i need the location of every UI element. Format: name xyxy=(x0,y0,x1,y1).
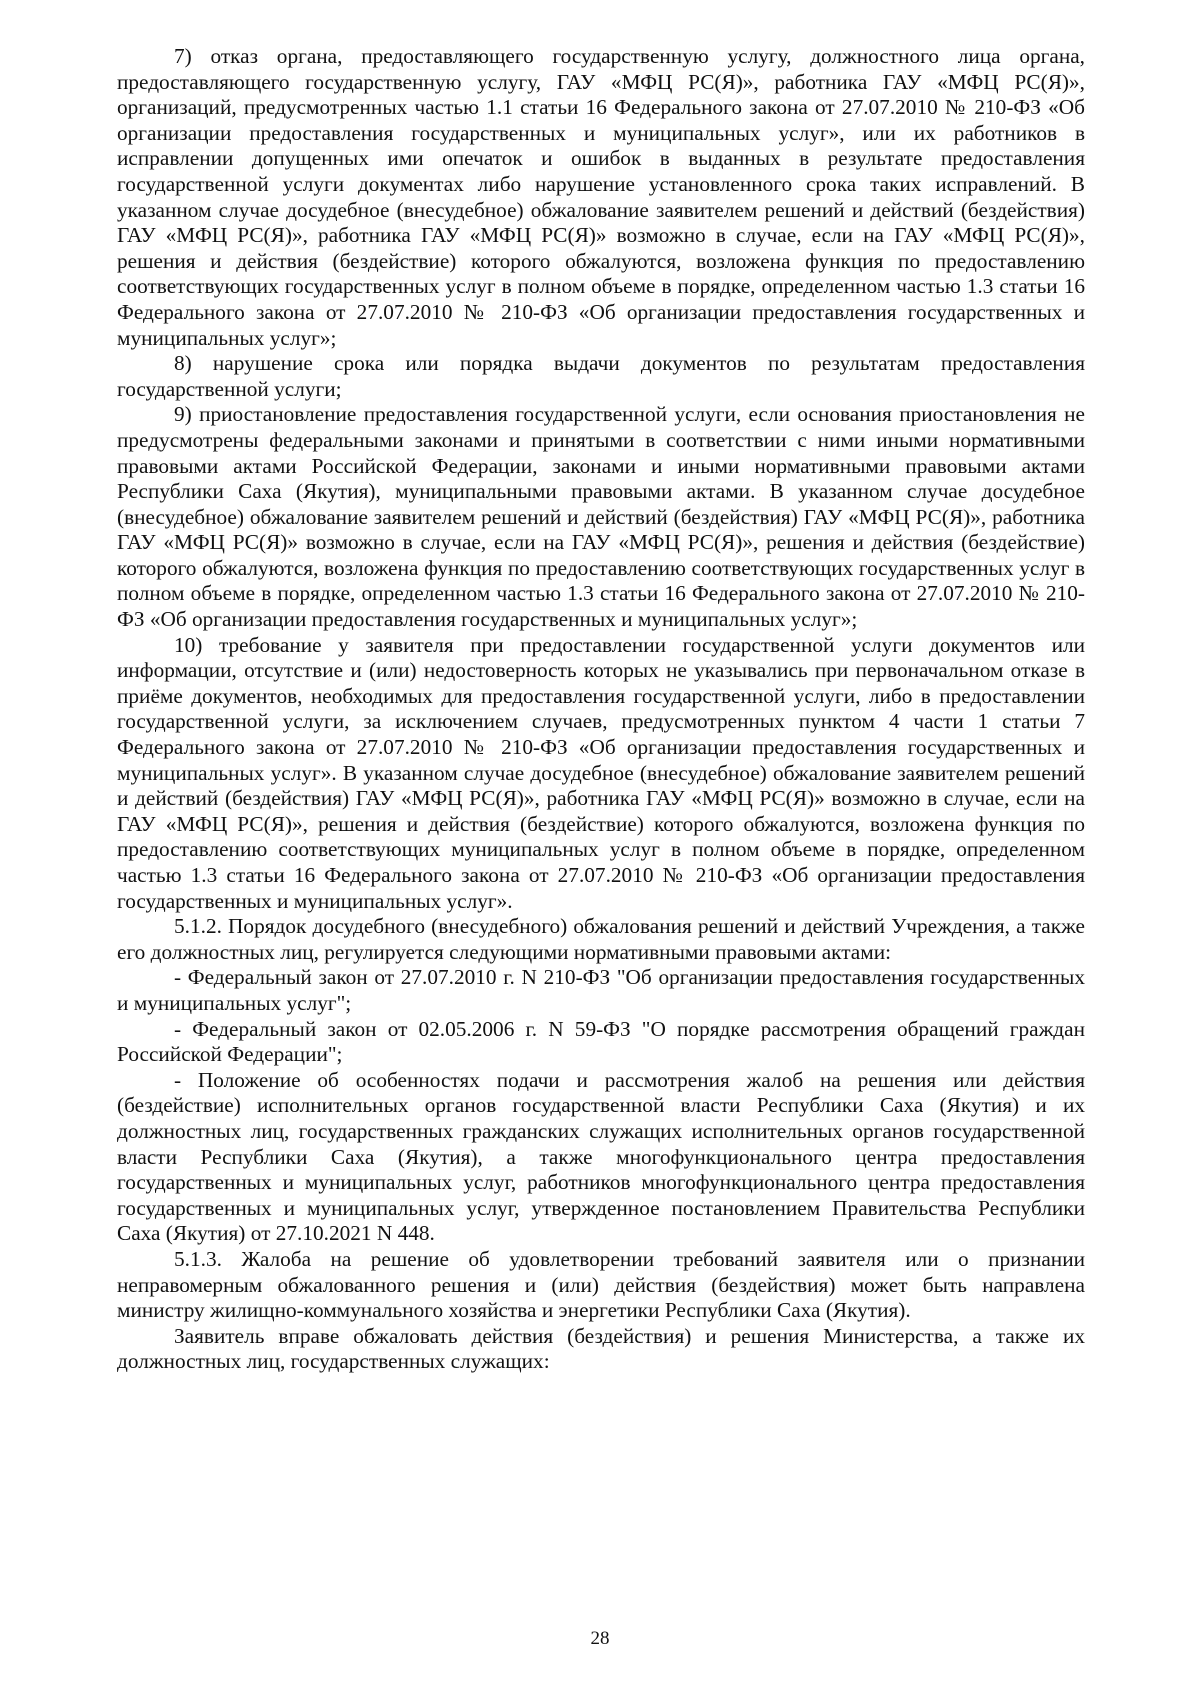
paragraph-law-210-fz: - Федеральный закон от 27.07.2010 г. N 210-ФЗ "Об организации предоставления государственных и муниципальных услуг"; xyxy=(117,965,1085,1015)
paragraph-section-5-1-2: 5.1.2. Порядок досудебного (внесудебного) обжалования решений и действий Учреждения, а также его должностных лиц, регулируется следующими нормативными правовыми актами: xyxy=(117,914,1085,964)
paragraph-regulation-448: - Положение об особенностях подачи и рассмотрения жалоб на решения или действия (бездействие) исполнительных органов государственной власти Республики Саха (Якутия) и их должностных лиц, государственных гражданских служащих исполнительных органов государственной власти Республики Саха (Якутия), а также многофункционального центра предоставления государственных и муниципальных услуг, работников многофункционального центра предоставления государственных и муниципальных услуг, утвержденное постановлением Правительства Республики Саха (Якутия) от 27.10.2021 N 448. xyxy=(117,1067,1085,1246)
paragraph-item-7: 7) отказ органа, предоставляющего государственную услугу, должностного лица органа, предоставляющего государственную услугу, ГАУ «МФЦ РС(Я)», работника ГАУ «МФЦ РС(Я)», организаций, предусмотренных частью 1.1 статьи 16 Федерального закона от 27.07.2010 № 210-ФЗ «Об организации предоставления государственных и муниципальных услуг», или их работников в исправлении допущенных ими опечаток и ошибок в выданных в результате предоставления государственной услуги документах либо нарушение установленного срока таких исправлений. В указанном случае досудебное (внесудебное) обжалование заявителем решений и действий (бездействия) ГАУ «МФЦ РС(Я)», работника ГАУ «МФЦ РС(Я)» возможно в случае, если на ГАУ «МФЦ РС(Я)», решения и действия (бездействие) которого обжалуются, возложена функция по предоставлению соответствующих государственных услуг в полном объеме в порядке, определенном частью 1.3 статьи 16 Федерального закона от 27.07.2010 № 210-ФЗ «Об организации предоставления государственных и муниципальных услуг»; xyxy=(117,44,1085,350)
page-number: 28 xyxy=(590,1628,610,1649)
paragraph-section-5-1-3: 5.1.3. Жалоба на решение об удовлетворении требований заявителя или о признании неправомерным обжалованного решения и (или) действия (бездействия) может быть направлена министру жилищно-коммунального хозяйства и энергетики Республики Саха (Якутия). xyxy=(117,1246,1085,1323)
paragraph-item-9: 9) приостановление предоставления государственной услуги, если основания приостановления не предусмотрены федеральными законами и принятыми в соответствии с ними иными нормативными правовыми актами Российской Федерации, законами и иными нормативными правовыми актами Республики Саха (Якутия), муниципальными правовыми актами. В указанном случае досудебное (внесудебное) обжалование заявителем решений и действий (бездействия) ГАУ «МФЦ РС(Я)», работника ГАУ «МФЦ РС(Я)» возможно в случае, если на ГАУ «МФЦ РС(Я)», решения и действия (бездействие) которого обжалуются, возложена функция по предоставлению соответствующих государственных услуг в полном объеме в порядке, определенном частью 1.3 статьи 16 Федерального закона от 27.07.2010 № 210-ФЗ «Об организации предоставления государственных и муниципальных услуг»; xyxy=(117,402,1085,632)
paragraph-law-59-fz: - Федеральный закон от 02.05.2006 г. N 59-ФЗ "О порядке рассмотрения обращений граждан Российской Федерации"; xyxy=(117,1016,1085,1067)
paragraph-item-10: 10) требование у заявителя при предоставлении государственной услуги документов или информации, отсутствие и (или) недостоверность которых не указывались при первоначальном отказе в приёме документов, необходимых для предоставления государственной услуги, либо в предоставлении государственной услуги, за исключением случаев, предусмотренных пунктом 4 части 1 статьи 7 Федерального закона от 27.07.2010 № 210-ФЗ «Об организации предоставления государственных и муниципальных услуг». В указанном случае досудебное (внесудебное) обжалование заявителем решений и действий (бездействия) ГАУ «МФЦ РС(Я)», работника ГАУ «МФЦ РС(Я)» возможно в случае, если на ГАУ «МФЦ РС(Я)», решения и действия (бездействие) которого обжалуются, возложена функция по предоставлению соответствующих муниципальных услуг в полном объеме в порядке, определенном частью 1.3 статьи 16 Федерального закона от 27.07.2010 № 210-ФЗ «Об организации предоставления государственных и муниципальных услуг». xyxy=(117,632,1085,913)
paragraph-item-8: 8) нарушение срока или порядка выдачи документов по результатам предоставления государственной услуги; xyxy=(117,351,1085,401)
document-body xyxy=(117,44,1085,1375)
paragraph-applicant-rights: Заявитель вправе обжаловать действия (бездействия) и решения Министерства, а также их должностных лиц, государственных служащих: xyxy=(117,1323,1085,1374)
